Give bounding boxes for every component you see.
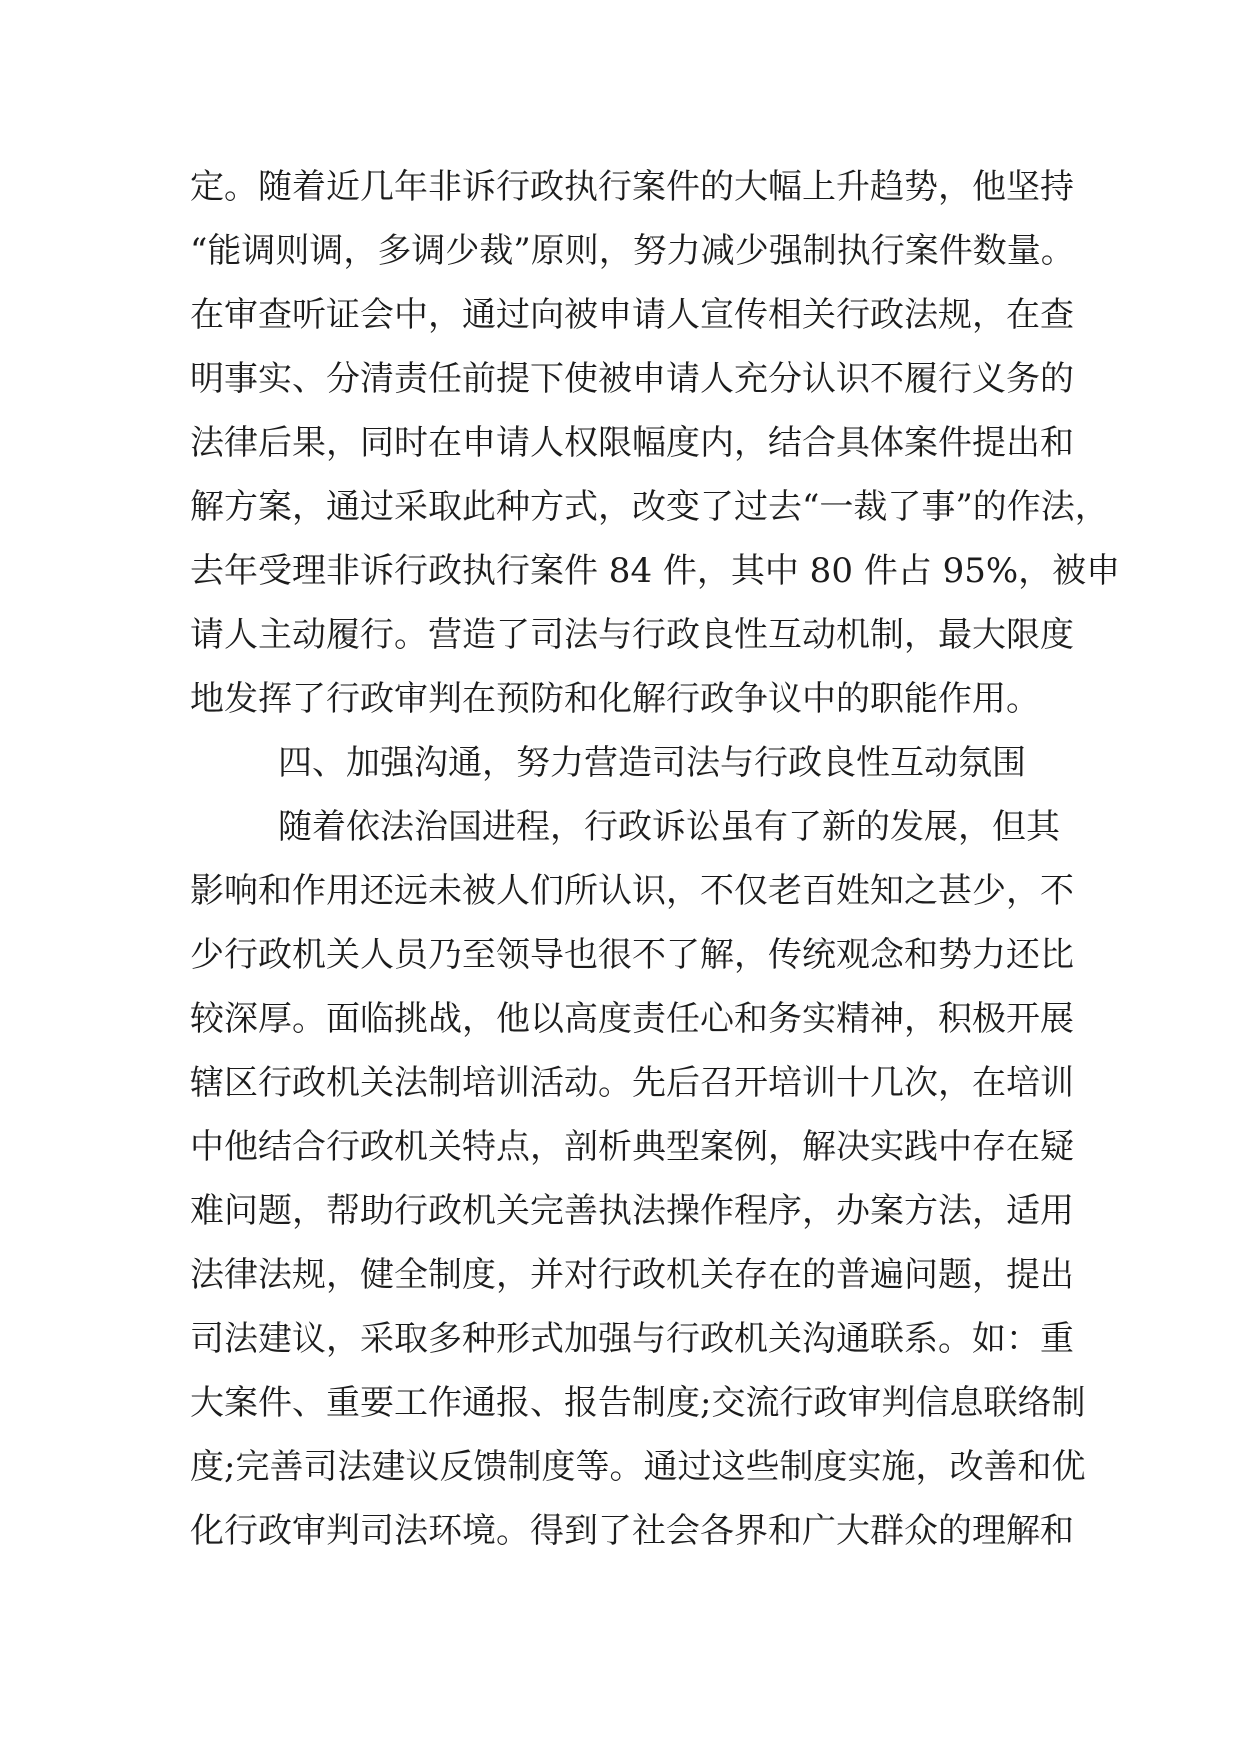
paragraph-next <box>190 795 1086 1563</box>
section-heading: 四、加强沟通，努力营造司法与行政良性互动氛围 <box>278 743 1026 783</box>
text-line: 明事实、分清责任前提下使被申请人充分认识不履行义务的 <box>190 359 1074 399</box>
text-line: 司法建议，采取多种形式加强与行政机关沟通联系。如：重 <box>190 1319 1074 1359</box>
text-line: 在审查听证会中，通过向被申请人宣传相关行政法规，在查 <box>190 295 1074 335</box>
text-line: 法律后果，同时在申请人权限幅度内，结合具体案件提出和 <box>190 423 1074 463</box>
paragraph-continued <box>190 155 1121 731</box>
text-line: 随着依法治国进程，行政诉讼虽有了新的发展，但其 <box>278 807 1060 847</box>
text-line: 法律法规，健全制度，并对行政机关存在的普遍问题，提出 <box>190 1255 1074 1295</box>
text-line: 度;完善司法建议反馈制度等。通过这些制度实施，改善和优 <box>190 1447 1086 1487</box>
text-line: 化行政审判司法环境。得到了社会各界和广大群众的理解和 <box>190 1511 1074 1551</box>
text-line: 地发挥了行政审判在预防和化解行政争议中的职能作用。 <box>190 679 1040 719</box>
text-line: 难问题，帮助行政机关完善执法操作程序，办案方法，适用 <box>190 1191 1074 1231</box>
text-line: 较深厚。面临挑战，他以高度责任心和务实精神，积极开展 <box>190 999 1074 1039</box>
document-body <box>190 155 1121 1563</box>
text-line: 少行政机关人员乃至领导也很不了解，传统观念和势力还比 <box>190 935 1074 975</box>
text-line: 中他结合行政机关特点，剖析典型案例，解决实践中存在疑 <box>190 1127 1074 1167</box>
text-line: 去年受理非诉行政执行案件 84 件，其中 80 件占 95%，被申 <box>190 551 1121 591</box>
text-line: 大案件、重要工作通报、报告制度;交流行政审判信息联络制 <box>190 1383 1086 1423</box>
text-line: 请人主动履行。营造了司法与行政良性互动机制，最大限度 <box>190 615 1074 655</box>
text-line: 定。随着近几年非诉行政执行案件的大幅上升趋势，他坚持 <box>190 167 1074 207</box>
text-line: “能调则调，多调少裁”原则，努力减少强制执行案件数量。 <box>190 231 1075 271</box>
text-line: 解方案，通过采取此种方式，改变了过去“一裁了事”的作法， <box>190 487 1109 527</box>
text-line: 影响和作用还远未被人们所认识，不仅老百姓知之甚少，不 <box>190 871 1074 911</box>
text-line: 辖区行政机关法制培训活动。先后召开培训十几次，在培训 <box>190 1063 1074 1103</box>
